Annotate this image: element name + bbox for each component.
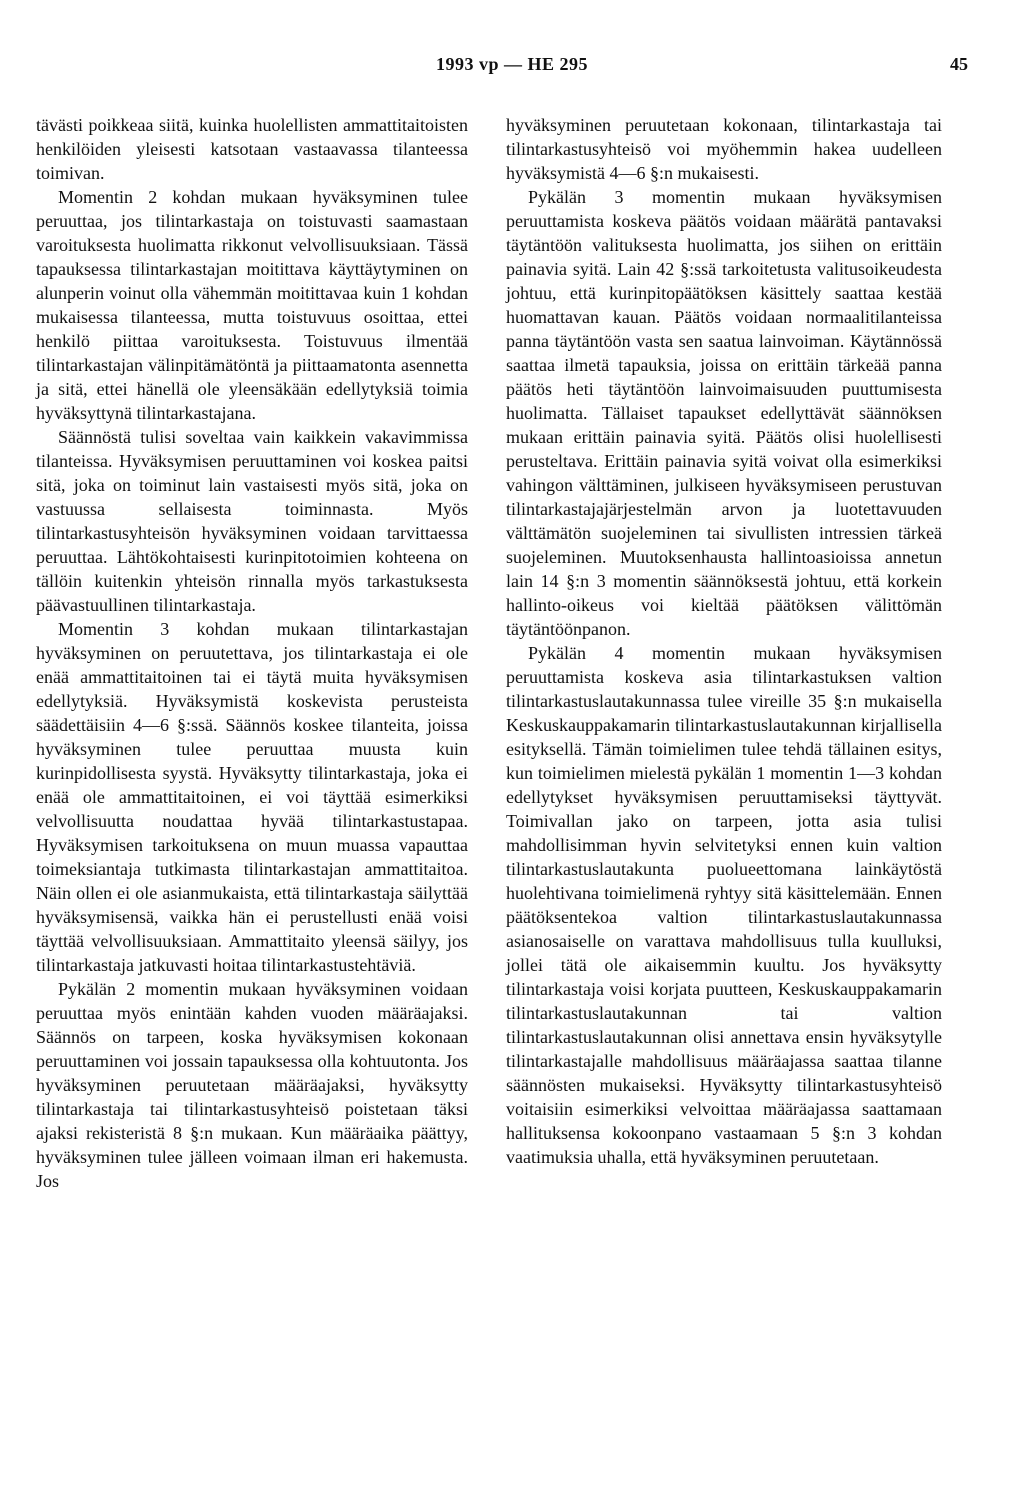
paragraph: Momentin 2 kohdan mukaan hyväksyminen tulee peruuttaa, jos tilintarkastaja on toistuvasti saamastaan varoituksesta huolimatta rikkonut velvollisuuksiaan. Tässä tapauksessa tilintarkastajan moitittava käyttäytyminen on alunperin voinut olla vähemmän moitittavaa kuin 1 kohdan mukaisessa tilanteessa, mutta toistuvuus osoittaa, ettei henkilö piittaa varoituksesta. Toistuvuus ilmentää tilintarkastajan välinpitämätöntä ja piittaamatonta asennetta ja sitä, ettei hänellä ole yleensäkään edellytyksiä toimia hyväksyttynä tilintarkastajana.: [36, 187, 468, 423]
left-column: [36, 113, 468, 1193]
page-header: [0, 50, 1024, 80]
paragraph: Pykälän 2 momentin mukaan hyväksyminen voidaan peruuttaa myös enintään kahden vuoden määräajaksi. Säännös on tarpeen, koska hyväksymisen kokonaan peruuttaminen voi jossain tapauksessa olla kohtuutonta. Jos hyväksyminen peruutetaan määräajaksi, hyväksytty tilintarkastaja tai tilintarkastusyhteisö poistetaan täksi ajaksi rekisteristä 8 §:n mukaan. Kun määräaika päättyy, hyväksyminen tulee jälleen voimaan ilman eri hakemusta. Jos: [36, 979, 468, 1191]
page-number: 45: [950, 54, 968, 74]
paragraph: tävästi poikkeaa siitä, kuinka huolellisten ammattitaitoisten henkilöiden yleisesti katsotaan vastaavassa tilanteessa toimivan.: [36, 115, 468, 183]
paragraph: Pykälän 3 momentin mukaan hyväksymisen peruuttamista koskeva päätös voidaan määrätä pantavaksi täytäntöön valituksesta huolimatta, jos siihen on erittäin painavia syitä. Lain 42 §:ssä tarkoitetusta valitusoikeudesta johtuu, että kurinpitopäätöksen käsittely saattaa kestää huomattavan kauan. Päätös voidaan normaalitilanteissa panna täytäntöön vasta sen saatua lainvoiman. Käytännössä saattaa ilmetä tapauksia, joissa on erittäin tärkeää panna päätös heti täytäntöön lainvoimaisuuden puuttumisesta huolimatta. Tällaiset tapaukset edellyttävät säännöksen mukaan erittäin painavia syitä. Päätös olisi huolellisesti perusteltava. Erittäin painavia syitä voivat olla esimerkiksi vahingon välttäminen, julkiseen hyväksymiseen perustuvan tilintarkastajajärjestelmän arvon ja luotettavuuden välttämätön suojeleminen tai sivullisten intressien tärkeä suojeleminen. Muutoksenhausta hallintoasioissa annetun lain 14 §:n 3 momentin säännöksestä johtuu, että korkein hallinto-oikeus voi kieltää päätöksen välittömän täytäntöönpanon.: [506, 187, 942, 639]
paragraph: Säännöstä tulisi soveltaa vain kaikkein vakavimmissa tilanteissa. Hyväksymisen peruuttaminen voi koskea paitsi sitä, joka on toiminut lain vastaisesti myös sitä, joka on vastuussa sellaisesta toiminnasta. Myös tilintarkastusyhteisön hyväksyminen voidaan tarvittaessa peruuttaa. Lähtökohtaisesti kurinpitotoimien kohteena on tällöin kuitenkin yhteisön rinnalla myös tarkastuksesta päävastuullinen tilintarkastaja.: [36, 427, 468, 615]
paragraph: Pykälän 4 momentin mukaan hyväksymisen peruuttamista koskeva asia tilintarkastuksen valtion tilintarkastuslautakunnassa tulee vireille 35 §:n mukaisella Keskuskauppakamarin tilintarkastuslautakunnan kirjallisella esityksellä. Tämän toimielimen tulee tehdä tällainen esitys, kun toimielimen mielestä pykälän 1 momentin 1—3 kohdan edellytykset hyväksymisen peruuttamiseksi täyttyvät. Toimivallan jako on tarpeen, jotta asia tulisi mahdollisimman hyvin selvitetyksi ennen kuin valtion tilintarkastuslautakunta puolueettomana lainkäytöstä huolehtivana toimielimenä ryhtyy sitä käsittelemään. Ennen päätöksentekoa valtion tilintarkastuslautakunnassa asianosaiselle on varattava mahdollisuus tulla kuulluksi, jollei tätä ole aikaisemmin kuultu. Jos hyväksytty tilintarkastaja voisi korjata puutteen, Keskuskauppakamarin tilintarkastuslautakunnan tai valtion tilintarkastuslautakunnan olisi annettava ensin hyväksytylle tilintarkastajalle mahdollisuus määräajassa saattaa tilanne säännösten mukaiseksi. Hyväksytty tilintarkastusyhteisö voitaisiin esimerkiksi velvoittaa määräajassa saattamaan hallituksensa kokoonpano vastaamaan 5 §:n 3 kohdan vaatimuksia uhalla, että hyväksyminen peruutetaan.: [506, 643, 942, 1167]
paragraph: hyväksyminen peruutetaan kokonaan, tilintarkastaja tai tilintarkastusyhteisö voi myöhemmin hakea uudelleen hyväksymistä 4—6 §:n mukaisesti.: [506, 115, 942, 183]
document-title: 1993 vp — HE 295: [435, 54, 589, 74]
paragraph: Momentin 3 kohdan mukaan tilintarkastajan hyväksyminen on peruutettava, jos tilintarkastaja ei ole enää ammattitaitoinen tai ei täytä muita hyväksymisen edellytyksiä. Hyväksymistä koskevista perusteista säädettäisiin 4—6 §:ssä. Säännös koskee tilanteita, joissa hyväksyminen tulee peruuttaa muusta kuin kurinpidollisesta syystä. Hyväksytty tilintarkastaja, joka ei enää ole ammattitaitoinen, ei voi täyttää esimerkiksi velvollisuutta noudattaa hyvää tilintarkastustapaa. Hyväksymisen tarkoituksena on muun muassa vapauttaa toimeksiantaja tutkimasta tilintarkastajan ammattitaitoa. Näin ollen ei ole asianmukaista, että tilintarkastaja säilyttää hyväksymisensä, vaikka hän ei perustellusti enää voisi täyttää velvollisuuksiaan. Ammattitaito yleensä säilyy, jos tilintarkastaja jatkuvasti hoitaa tilintarkastustehtäviä.: [36, 619, 468, 975]
right-column: [506, 113, 942, 1169]
